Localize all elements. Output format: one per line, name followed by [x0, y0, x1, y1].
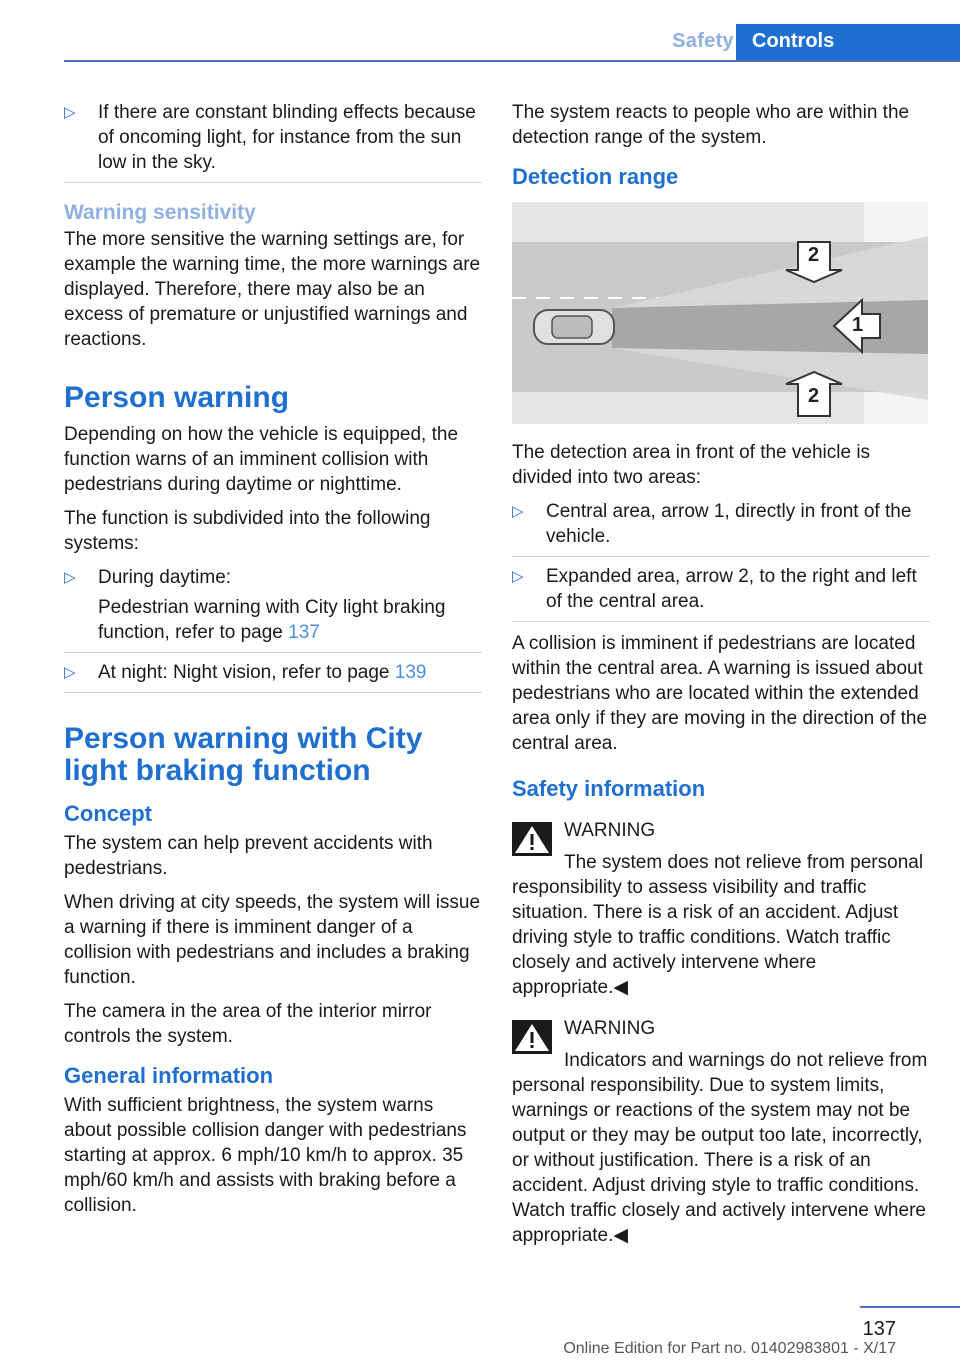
page-link-137[interactable]: 137	[288, 622, 320, 643]
edition-text: Online Edition for Part no. 01402983801 - X/17	[563, 1340, 896, 1357]
heading-general-information: General information	[64, 1063, 274, 1088]
bullet-list	[64, 100, 482, 183]
bullet-list	[64, 565, 482, 693]
warning-title: WARNING	[564, 1018, 656, 1039]
tab-safety[interactable]: Safety	[672, 30, 734, 52]
car-icon	[534, 310, 614, 344]
detection-range-diagram	[512, 202, 928, 424]
triangle-bullet-icon: ▷	[512, 568, 524, 585]
warning-block	[512, 1016, 930, 1248]
right-column	[512, 100, 930, 1248]
heading-warning-sensitivity: Warning sensitivity	[64, 201, 256, 224]
triangle-bullet-icon: ▷	[64, 569, 76, 586]
heading-detection-range: Detection range	[512, 164, 679, 189]
warning-text: Indicators and warnings do not relieve from personal responsibility. Due to system limits, warnings or reactions of the system may not be output or they may be output too late, incorrectly, or without justification. There is a risk of an accident. Adjust driving style to traffic conditions. Watch traffic closely and actively intervene where appropriate.◀	[512, 1050, 928, 1246]
triangle-bullet-icon: ▷	[64, 664, 76, 681]
page-link-139[interactable]: 139	[394, 662, 427, 683]
warning-title: WARNING	[564, 820, 656, 841]
bullet-list	[512, 499, 930, 622]
figure-label-2-top: 2	[808, 244, 820, 266]
triangle-bullet-icon: ▷	[512, 503, 524, 520]
page-header	[0, 0, 960, 64]
list-item: ▷ During daytime: Pedestrian warning with City light braking function, refer to page 137	[64, 565, 482, 653]
heading-concept: Concept	[64, 801, 152, 826]
warning-block	[512, 818, 930, 1000]
list-item: ▷ At night: Night vision, refer to page 139	[64, 660, 482, 693]
list-item: ▷ If there are constant blinding effects because of oncoming light, for instance from the sun low in the sky.	[64, 100, 482, 183]
list-item: ▷ Central area, arrow 1, directly in front of the vehicle.	[512, 499, 930, 557]
paragraph: The more sensitive the warning settings are, for example the warning time, the more warnings are displayed. Therefore, there may also be an excess of premature or unjustified warnings and reactions.	[64, 229, 481, 350]
left-column	[64, 100, 482, 1227]
paragraph: The camera in the area of the interior mirror controls the system.	[64, 1001, 432, 1047]
triangle-bullet-icon: ▷	[64, 104, 76, 121]
paragraph: A collision is imminent if pedestrians are located within the central area. A warning is issued about pedestrians who are located within the extended area only if they are moving in the direction of the central area.	[512, 633, 928, 754]
heading-person-warning-city: Person warning with City light braking function	[64, 722, 423, 787]
warning-triangle-icon	[512, 1020, 552, 1054]
list-item: ▷ Expanded area, arrow 2, to the right and left of the central area.	[512, 564, 930, 622]
paragraph: The detection area in front of the vehicle is divided into two areas:	[512, 442, 871, 488]
heading-safety-information: Safety information	[512, 776, 706, 801]
paragraph: Depending on how the vehicle is equipped, the function warns of an imminent collision with pedestrians during daytime or nighttime.	[64, 424, 459, 495]
warning-triangle-icon	[512, 822, 552, 856]
warning-text: The system does not relieve from personal responsibility to assess visibility and traffic situation. There is a risk of an accident. Adjust driving style to traffic conditions. Watch traffic closely and actively intervene where appropriate.◀	[512, 852, 924, 998]
tab-controls[interactable]: Controls	[736, 24, 960, 62]
page-number: 137	[862, 1318, 896, 1340]
heading-person-warning: Person warning	[64, 381, 290, 414]
header-rule	[64, 60, 960, 62]
paragraph: The function is subdivided into the following systems:	[64, 508, 431, 554]
figure-label-2-bottom: 2	[808, 385, 820, 407]
paragraph: The system can help prevent accidents with pedestrians.	[64, 833, 433, 879]
figure-label-1: 1	[852, 314, 864, 336]
paragraph: When driving at city speeds, the system will issue a warning if there is imminent danger of a collision with pedestrians and includes a braking function.	[64, 892, 481, 988]
paragraph: With sufficient brightness, the system warns about possible collision danger with pedestrians starting at approx. 6 mph/10 km/h to approx. 35 mph/60 km/h and assists with braking before a collision.	[64, 1095, 467, 1216]
detection-range-figure	[512, 202, 928, 424]
footer-rule	[860, 1306, 960, 1308]
paragraph: The system reacts to people who are within the detection range of the system.	[512, 102, 910, 148]
